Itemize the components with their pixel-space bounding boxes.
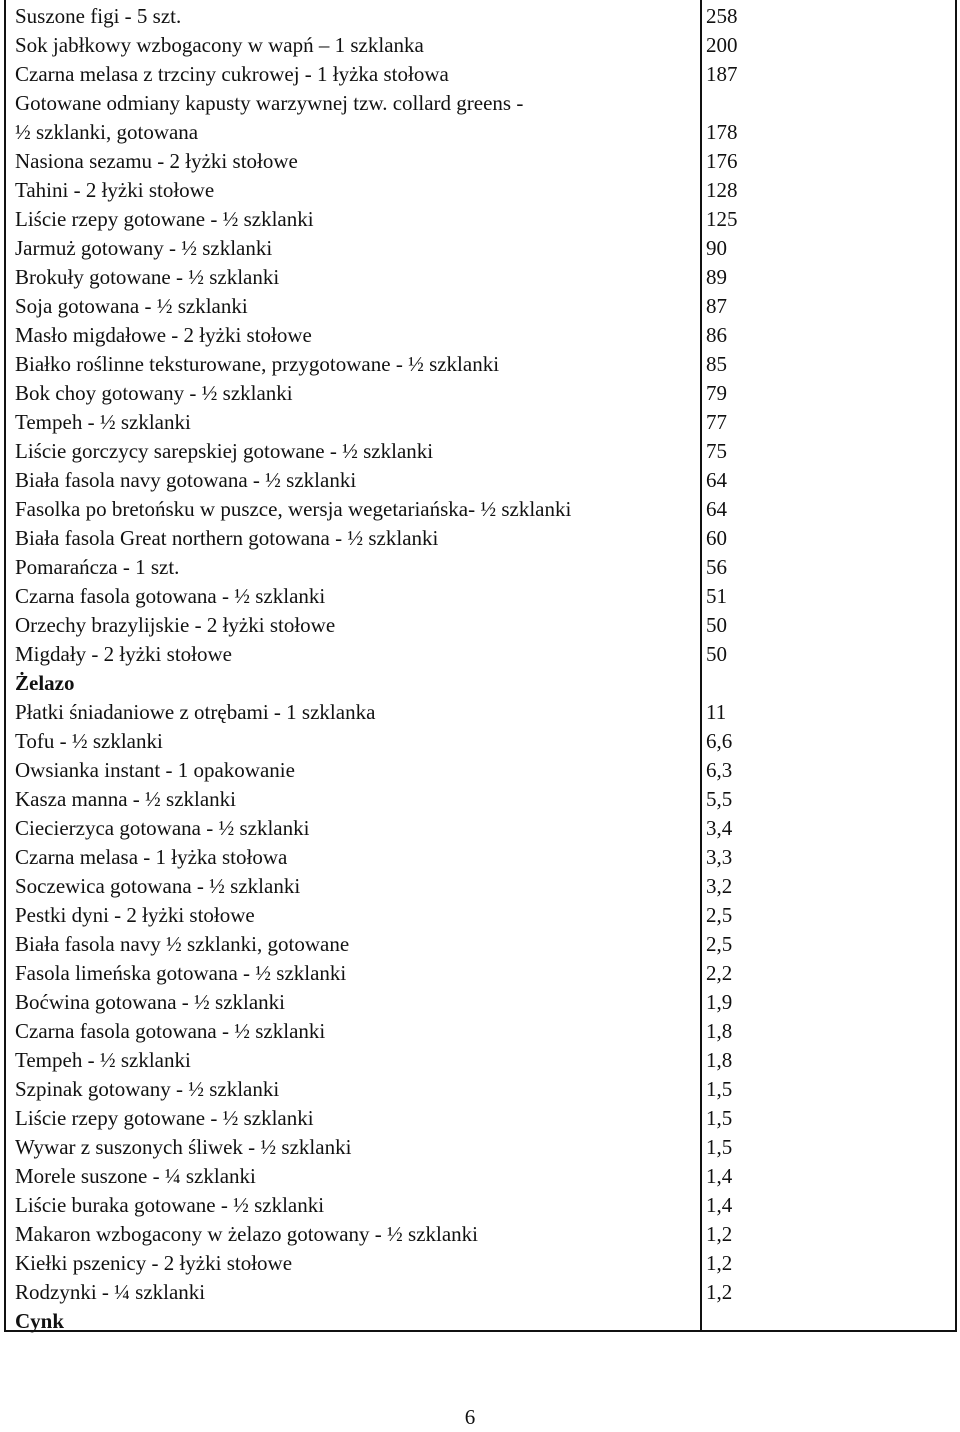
food-item-label: Białko roślinne teksturowane, przygotowane - ½ szklanki bbox=[15, 352, 500, 376]
nutrient-value: 64 bbox=[706, 468, 727, 492]
nutrient-value: 11 bbox=[706, 700, 727, 724]
table-row bbox=[6, 698, 946, 727]
table-row bbox=[6, 524, 946, 553]
food-item-label: Makaron wzbogacony w żelazo gotowany - ½ szklanki bbox=[15, 1222, 479, 1246]
table-row bbox=[6, 727, 946, 756]
nutrient-value: 1,2 bbox=[706, 1251, 733, 1275]
nutrient-value: 1,8 bbox=[706, 1019, 733, 1043]
table-row bbox=[6, 1017, 946, 1046]
section-title: Żelazo bbox=[15, 671, 75, 695]
food-item-label: Gotowane odmiany kapusty warzywnej tzw. collard greens - bbox=[15, 91, 524, 115]
nutrient-value: 3,3 bbox=[706, 845, 733, 869]
nutrient-value: 3,4 bbox=[706, 816, 733, 840]
food-item-label: Liście rzepy gotowane - ½ szklanki bbox=[15, 207, 314, 231]
table-row bbox=[6, 814, 946, 843]
table-row bbox=[6, 785, 946, 814]
food-item-label: Ciecierzyca gotowana - ½ szklanki bbox=[15, 816, 310, 840]
table-row bbox=[6, 1046, 946, 1075]
nutrient-value: 64 bbox=[706, 497, 727, 521]
food-item-label: Soja gotowana - ½ szklanki bbox=[15, 294, 248, 318]
table-row bbox=[6, 2, 946, 31]
nutrient-value: 50 bbox=[706, 613, 727, 637]
table-row bbox=[6, 205, 946, 234]
food-item-label: Płatki śniadaniowe z otrębami - 1 szklanka bbox=[15, 700, 376, 724]
table-row bbox=[6, 379, 946, 408]
table-row bbox=[6, 843, 946, 872]
food-item-label: Bok choy gotowany - ½ szklanki bbox=[15, 381, 293, 405]
nutrient-value: 86 bbox=[706, 323, 727, 347]
nutrient-value: 2,2 bbox=[706, 961, 733, 985]
section-header-row bbox=[6, 669, 946, 698]
table-row bbox=[6, 582, 946, 611]
nutrient-value: 1,5 bbox=[706, 1106, 733, 1130]
food-item-label: Tahini - 2 łyżki stołowe bbox=[15, 178, 215, 202]
table-row bbox=[6, 176, 946, 205]
nutrient-value: 1,9 bbox=[706, 990, 733, 1014]
nutrient-value: 178 bbox=[706, 120, 738, 144]
table-row bbox=[6, 350, 946, 379]
food-item-label: Fasolka po bretońsku w puszce, wersja wegetariańska- ½ szklanki bbox=[15, 497, 572, 521]
nutrient-value: 1,8 bbox=[706, 1048, 733, 1072]
table-row bbox=[6, 60, 946, 89]
nutrient-value: 128 bbox=[706, 178, 738, 202]
nutrient-value: 51 bbox=[706, 584, 727, 608]
nutrient-value: 89 bbox=[706, 265, 727, 289]
table-row bbox=[6, 292, 946, 321]
food-item-label: Orzechy brazylijskie - 2 łyżki stołowe bbox=[15, 613, 336, 637]
food-item-label: Kiełki pszenicy - 2 łyżki stołowe bbox=[15, 1251, 293, 1275]
nutrient-value: 1,2 bbox=[706, 1222, 733, 1246]
table-row bbox=[6, 640, 946, 669]
food-item-label: Czarna fasola gotowana - ½ szklanki bbox=[15, 584, 326, 608]
nutrient-value: 6,3 bbox=[706, 758, 733, 782]
food-item-label: Masło migdałowe - 2 łyżki stołowe bbox=[15, 323, 312, 347]
nutrient-value: 2,5 bbox=[706, 932, 733, 956]
table-row bbox=[6, 1249, 946, 1278]
nutrient-value: 3,2 bbox=[706, 874, 733, 898]
food-item-label: Wywar z suszonych śliwek - ½ szklanki bbox=[15, 1135, 352, 1159]
food-item-label: Boćwina gotowana - ½ szklanki bbox=[15, 990, 286, 1014]
food-item-label: Jarmuż gotowany - ½ szklanki bbox=[15, 236, 273, 260]
table-row bbox=[6, 611, 946, 640]
table-row bbox=[6, 466, 946, 495]
table-row bbox=[6, 1191, 946, 1220]
food-item-label: Biała fasola Great northern gotowana - ½ szklanki bbox=[15, 526, 439, 550]
food-item-label: Tofu - ½ szklanki bbox=[15, 729, 163, 753]
food-item-label: Tempeh - ½ szklanki bbox=[15, 410, 191, 434]
table-row bbox=[6, 408, 946, 437]
food-item-label: Pomarańcza - 1 szt. bbox=[15, 555, 180, 579]
food-item-label: Czarna melasa z trzciny cukrowej - 1 łyżka stołowa bbox=[15, 62, 449, 86]
food-item-label: Liście gorczycy sarepskiej gotowane - ½ szklanki bbox=[15, 439, 434, 463]
table-row bbox=[6, 988, 946, 1017]
nutrient-value: 90 bbox=[706, 236, 727, 260]
food-item-label: ½ szklanki, gotowana bbox=[15, 120, 199, 144]
table-row bbox=[6, 959, 946, 988]
page-number: 6 bbox=[464, 1405, 476, 1429]
table-row bbox=[6, 437, 946, 466]
nutrient-value: 1,4 bbox=[706, 1164, 733, 1188]
food-item-label: Liście buraka gotowane - ½ szklanki bbox=[15, 1193, 325, 1217]
nutrient-value: 79 bbox=[706, 381, 727, 405]
table-row bbox=[6, 1104, 946, 1133]
nutrient-value: 1,5 bbox=[706, 1135, 733, 1159]
nutrient-value: 50 bbox=[706, 642, 727, 666]
food-item-label: Owsianka instant - 1 opakowanie bbox=[15, 758, 295, 782]
nutrient-value: 60 bbox=[706, 526, 727, 550]
nutrient-value: 56 bbox=[706, 555, 727, 579]
table-row bbox=[6, 756, 946, 785]
table-row bbox=[6, 147, 946, 176]
nutrient-value: 2,5 bbox=[706, 903, 733, 927]
food-item-label: Czarna melasa - 1 łyżka stołowa bbox=[15, 845, 288, 869]
section-header-row bbox=[6, 1307, 946, 1336]
food-item-label: Biała fasola navy ½ szklanki, gotowane bbox=[15, 932, 350, 956]
table-row bbox=[6, 89, 946, 118]
food-item-label: Migdały - 2 łyżki stołowe bbox=[15, 642, 232, 666]
table-row bbox=[6, 930, 946, 959]
food-item-label: Sok jabłkowy wzbogacony w wapń – 1 szklanka bbox=[15, 33, 424, 57]
nutrient-value: 77 bbox=[706, 410, 727, 434]
table-row bbox=[6, 1133, 946, 1162]
nutrient-value: 1,4 bbox=[706, 1193, 733, 1217]
table-row bbox=[6, 118, 946, 147]
food-item-label: Kasza manna - ½ szklanki bbox=[15, 787, 237, 811]
table-rows bbox=[6, 2, 946, 1336]
food-item-label: Szpinak gotowany - ½ szklanki bbox=[15, 1077, 280, 1101]
table-row bbox=[6, 1220, 946, 1249]
nutrient-value: 87 bbox=[706, 294, 727, 318]
nutrient-value: 85 bbox=[706, 352, 727, 376]
food-item-label: Rodzynki - ¼ szklanki bbox=[15, 1280, 206, 1304]
nutrient-value: 125 bbox=[706, 207, 738, 231]
table-row bbox=[6, 872, 946, 901]
table-row bbox=[6, 495, 946, 524]
food-item-label: Nasiona sezamu - 2 łyżki stołowe bbox=[15, 149, 298, 173]
food-item-label: Biała fasola navy gotowana - ½ szklanki bbox=[15, 468, 357, 492]
table-row bbox=[6, 1075, 946, 1104]
table-row bbox=[6, 553, 946, 582]
food-item-label: Morele suszone - ¼ szklanki bbox=[15, 1164, 256, 1188]
nutrient-value: 5,5 bbox=[706, 787, 733, 811]
table-row bbox=[6, 321, 946, 350]
food-item-label: Liście rzepy gotowane - ½ szklanki bbox=[15, 1106, 314, 1130]
section-title: Cynk bbox=[15, 1309, 65, 1333]
table-row bbox=[6, 1162, 946, 1191]
table-row bbox=[6, 901, 946, 930]
table-row bbox=[6, 31, 946, 60]
food-item-label: Pestki dyni - 2 łyżki stołowe bbox=[15, 903, 255, 927]
food-item-label: Czarna fasola gotowana - ½ szklanki bbox=[15, 1019, 326, 1043]
nutrient-value: 258 bbox=[706, 4, 738, 28]
food-item-label: Suszone figi - 5 szt. bbox=[15, 4, 182, 28]
food-item-label: Fasola limeńska gotowana - ½ szklanki bbox=[15, 961, 347, 985]
nutrient-value: 200 bbox=[706, 33, 738, 57]
table-row bbox=[6, 234, 946, 263]
table-row bbox=[6, 1278, 946, 1307]
nutrient-value: 75 bbox=[706, 439, 727, 463]
food-item-label: Tempeh - ½ szklanki bbox=[15, 1048, 191, 1072]
nutrient-value: 6,6 bbox=[706, 729, 733, 753]
food-item-label: Brokuły gotowane - ½ szklanki bbox=[15, 265, 280, 289]
nutrient-value: 176 bbox=[706, 149, 738, 173]
food-item-label: Soczewica gotowana - ½ szklanki bbox=[15, 874, 301, 898]
table-row bbox=[6, 263, 946, 292]
nutrient-value: 1,2 bbox=[706, 1280, 733, 1304]
nutrient-value: 1,5 bbox=[706, 1077, 733, 1101]
nutrient-value: 187 bbox=[706, 62, 738, 86]
